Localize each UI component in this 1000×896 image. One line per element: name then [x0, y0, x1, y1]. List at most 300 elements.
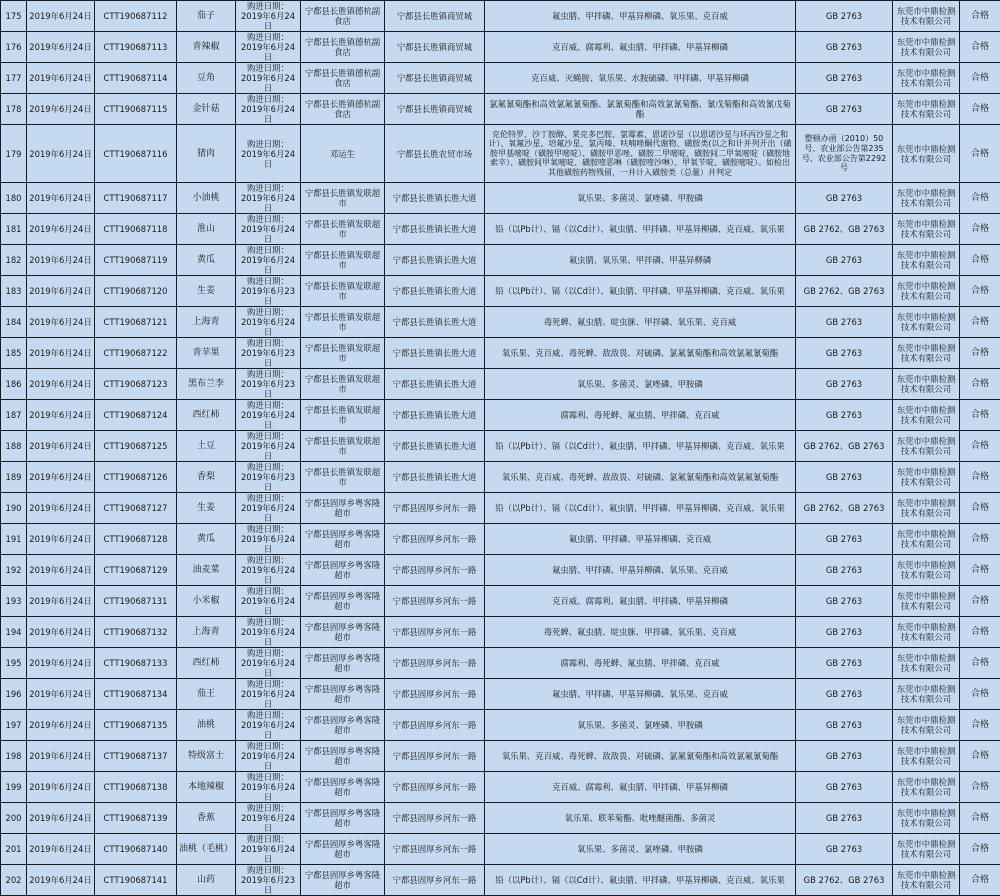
seller-name-cell: 宁都县固厚乡粤客隆超市 — [301, 741, 385, 772]
sample-name-cell: 香梨 — [177, 462, 236, 493]
sample-name-cell: 油桃 — [177, 710, 236, 741]
table-row — [1, 586, 1000, 617]
test-result-cell: 合格 — [960, 586, 1000, 617]
seller-address-cell: 宁都县长胜镇商贸城 — [385, 63, 485, 94]
test-items-cell: 氧乐果、多菌灵、氯唑磷、甲胺磷 — [485, 710, 796, 741]
judgment-standard-cell: GB 2763 — [796, 1, 893, 32]
test-result-cell: 合格 — [960, 276, 1000, 307]
table-row — [1, 865, 1000, 896]
testing-agency-cell: 东莞市中鼎检测技术有限公司 — [893, 245, 960, 276]
test-items-cell: 氟虫腈、甲拌磷、甲基异柳磷、氧乐果、克百威 — [485, 679, 796, 710]
row-number-cell: 201 — [1, 834, 27, 865]
test-result-cell: 合格 — [960, 679, 1000, 710]
seller-address-cell: 宁都县长胜镇长胜大道 — [385, 369, 485, 400]
sample-name-cell: 香蕉 — [177, 803, 236, 834]
row-number-cell: 185 — [1, 338, 27, 369]
seller-address-cell: 宁都县固厚乡河东一路 — [385, 679, 485, 710]
row-number-cell: 198 — [1, 741, 27, 772]
seller-name-cell: 宁都县长胜镇发联超市 — [301, 431, 385, 462]
purchase-date-cell: 购进日期：2019年6月24日 — [236, 617, 301, 648]
seller-address-cell: 宁都县长胜农贸市场 — [385, 125, 485, 183]
row-number-cell: 192 — [1, 555, 27, 586]
sampling-date-cell: 2019年6月24日 — [27, 462, 95, 493]
sample-name-cell: 黄瓜 — [177, 524, 236, 555]
row-number-cell: 200 — [1, 803, 27, 834]
table-row — [1, 741, 1000, 772]
sampling-date-cell: 2019年6月24日 — [27, 431, 95, 462]
seller-name-cell: 宁都县固厚乡粤客隆超市 — [301, 679, 385, 710]
purchase-date-cell: 购进日期：2019年6月24日 — [236, 555, 301, 586]
seller-address-cell: 宁都县固厚乡河东一路 — [385, 710, 485, 741]
test-items-cell: 铅（以Pb计）、镉（以Cd计）、氟虫腈、甲拌磷、甲基异柳磷、克百威、氧乐果 — [485, 865, 796, 896]
sampling-date-cell: 2019年6月24日 — [27, 493, 95, 524]
table-row — [1, 307, 1000, 338]
sample-name-cell: 山药 — [177, 865, 236, 896]
judgment-standard-cell: GB 2763 — [796, 555, 893, 586]
test-items-cell: 克百威、灭蝇胺、氧乐果、水胺硫磷、甲拌磷、甲基异柳磷 — [485, 63, 796, 94]
judgment-standard-cell: GB 2763 — [796, 462, 893, 493]
sample-code-cell: CTT190687131 — [95, 586, 177, 617]
seller-name-cell: 宁都县长胜镇发联超市 — [301, 462, 385, 493]
row-number-cell: 176 — [1, 32, 27, 63]
seller-address-cell: 宁都县长胜镇长胜大道 — [385, 338, 485, 369]
test-items-cell: 氯氟氰菊酯和高效氯氟氰菊酯、氯氰菊酯和高效氯氰菊酯、氰戊菊酯和高效氰戊菊酯 — [485, 94, 796, 125]
row-number-cell: 187 — [1, 400, 27, 431]
seller-address-cell: 宁都县固厚乡河东一路 — [385, 524, 485, 555]
test-items-cell: 腐霉利、毒死蜱、氟虫腈、甲拌磷、克百威 — [485, 648, 796, 679]
sample-code-cell: CTT190687132 — [95, 617, 177, 648]
test-result-cell: 合格 — [960, 32, 1000, 63]
judgment-standard-cell: GB 2763 — [796, 183, 893, 214]
row-number-cell: 193 — [1, 586, 27, 617]
seller-name-cell: 宁都县固厚乡粤客隆超市 — [301, 865, 385, 896]
seller-name-cell: 宁都县长胜镇发联超市 — [301, 183, 385, 214]
test-items-cell: 克伦特罗、沙丁胺醇、莱克多巴胺、氯霉素、恩诺沙星（以恩诺沙星与环丙沙星之和计）、氧氟沙星、培氟沙星、氯丙嗪、呋喃唑酮代谢物、磺胺类(以之和计并列开出（磺胺甲基嘧啶（磺胺甲嘧啶）、磺胺甲恶唑、磺胺二甲嘧啶、磺胺间二甲氧嘧啶（磺胺地索辛）、磺胺间甲氧嘧啶、磺胺喹恶啉（磺胺喹沙啉）、甲氧苄啶、磺胺嘧啶）。如检出其他磺胺药物残留，一并计入磺胺类（总量）并判定 — [485, 125, 796, 183]
table-row — [1, 369, 1000, 400]
seller-address-cell: 宁都县长胜镇长胜大道 — [385, 307, 485, 338]
judgment-standard-cell: GB 2763 — [796, 648, 893, 679]
sampling-date-cell: 2019年6月24日 — [27, 586, 95, 617]
testing-agency-cell: 东莞市中鼎检测技术有限公司 — [893, 462, 960, 493]
sampling-date-cell: 2019年6月24日 — [27, 772, 95, 803]
sampling-date-cell: 2019年6月24日 — [27, 1, 95, 32]
seller-address-cell: 宁都县固厚乡河东一路 — [385, 555, 485, 586]
table-row — [1, 214, 1000, 245]
sample-code-cell: CTT190687134 — [95, 679, 177, 710]
seller-address-cell: 宁都县长胜镇商贸城 — [385, 32, 485, 63]
testing-agency-cell: 东莞市中鼎检测技术有限公司 — [893, 63, 960, 94]
seller-address-cell: 宁都县固厚乡河东一路 — [385, 648, 485, 679]
row-number-cell: 182 — [1, 245, 27, 276]
sample-code-cell: CTT190687137 — [95, 741, 177, 772]
sampling-date-cell: 2019年6月24日 — [27, 369, 95, 400]
row-number-cell: 202 — [1, 865, 27, 896]
sample-code-cell: CTT190687120 — [95, 276, 177, 307]
test-items-cell: 氧乐果、多菌灵、氯唑磷、甲胺磷 — [485, 834, 796, 865]
seller-name-cell: 宁都县固厚乡粤客隆超市 — [301, 617, 385, 648]
purchase-date-cell: 购进日期：2019年6月24日 — [236, 648, 301, 679]
test-items-cell: 氟虫腈、甲拌磷、甲基异柳磷、克百威 — [485, 524, 796, 555]
test-items-cell: 克百威、腐霉利、氟虫腈、甲拌磷、甲基异柳磷 — [485, 586, 796, 617]
testing-agency-cell: 东莞市中鼎检测技术有限公司 — [893, 772, 960, 803]
table-row — [1, 679, 1000, 710]
purchase-date-cell: 购进日期：2019年6月24日 — [236, 803, 301, 834]
sampling-date-cell: 2019年6月24日 — [27, 710, 95, 741]
testing-agency-cell: 东莞市中鼎检测技术有限公司 — [893, 369, 960, 400]
judgment-standard-cell: GB 2763 — [796, 586, 893, 617]
table-row — [1, 94, 1000, 125]
testing-agency-cell: 东莞市中鼎检测技术有限公司 — [893, 710, 960, 741]
sample-name-cell: 上海青 — [177, 307, 236, 338]
seller-name-cell: 宁都县固厚乡粤客隆超市 — [301, 586, 385, 617]
sample-name-cell: 油麦菜 — [177, 555, 236, 586]
sample-name-cell: 茄子 — [177, 1, 236, 32]
testing-agency-cell: 东莞市中鼎检测技术有限公司 — [893, 555, 960, 586]
judgment-standard-cell: GB 2763 — [796, 400, 893, 431]
seller-name-cell: 宁都县长胜镇发联超市 — [301, 369, 385, 400]
table-body — [1, 1, 1000, 896]
judgment-standard-cell: GB 2763 — [796, 32, 893, 63]
test-result-cell: 合格 — [960, 1, 1000, 32]
seller-address-cell: 宁都县长胜镇长胜大道 — [385, 214, 485, 245]
purchase-date-cell: 购进日期：2019年6月23日 — [236, 369, 301, 400]
row-number-cell: 179 — [1, 125, 27, 183]
purchase-date-cell: 购进日期：2019年6月23日 — [236, 865, 301, 896]
test-items-cell: 铅（以Pb计）、镉（以Cd计）、氟虫腈、甲拌磷、甲基异柳磷、克百威、氧乐果 — [485, 431, 796, 462]
sample-name-cell: 豆角 — [177, 63, 236, 94]
testing-agency-cell: 东莞市中鼎检测技术有限公司 — [893, 586, 960, 617]
row-number-cell: 184 — [1, 307, 27, 338]
judgment-standard-cell: GB 2763 — [796, 307, 893, 338]
judgment-standard-cell: GB 2763 — [796, 617, 893, 648]
testing-agency-cell: 东莞市中鼎检测技术有限公司 — [893, 214, 960, 245]
sample-name-cell: 黑布兰李 — [177, 369, 236, 400]
sampling-date-cell: 2019年6月24日 — [27, 63, 95, 94]
purchase-date-cell: 购进日期：2019年6月24日 — [236, 524, 301, 555]
table-row — [1, 63, 1000, 94]
seller-name-cell: 宁都县固厚乡粤客隆超市 — [301, 710, 385, 741]
test-items-cell: 毒死蜱、氟虫腈、啶虫脒、甲拌磷、氧乐果、克百威 — [485, 617, 796, 648]
test-items-cell: 铅（以Pb计）、镉（以Cd计）、氟虫腈、甲拌磷、甲基异柳磷、克百威、氧乐果 — [485, 214, 796, 245]
test-result-cell: 合格 — [960, 462, 1000, 493]
seller-address-cell: 宁都县固厚乡河东一路 — [385, 834, 485, 865]
row-number-cell: 186 — [1, 369, 27, 400]
seller-name-cell: 宁都县长胜镇德杭副食店 — [301, 1, 385, 32]
purchase-date-cell: 购进日期：2019年6月24日 — [236, 586, 301, 617]
sample-code-cell: CTT190687113 — [95, 32, 177, 63]
test-items-cell: 氧乐果、克百威、毒死蜱、敌敌畏、对硫磷、氯氟氰菊酯和高效氯氟氰菊酯 — [485, 741, 796, 772]
test-result-cell: 合格 — [960, 617, 1000, 648]
sampling-date-cell: 2019年6月24日 — [27, 648, 95, 679]
sample-code-cell: CTT190687119 — [95, 245, 177, 276]
purchase-date-cell: 购进日期：2019年6月24日 — [236, 125, 301, 183]
test-result-cell: 合格 — [960, 214, 1000, 245]
judgment-standard-cell: GB 2763 — [796, 710, 893, 741]
purchase-date-cell: 购进日期：2019年6月24日 — [236, 772, 301, 803]
purchase-date-cell: 购进日期：2019年6月24日 — [236, 307, 301, 338]
testing-agency-cell: 东莞市中鼎检测技术有限公司 — [893, 679, 960, 710]
sample-name-cell: 土豆 — [177, 431, 236, 462]
sample-name-cell: 金针菇 — [177, 94, 236, 125]
testing-agency-cell: 东莞市中鼎检测技术有限公司 — [893, 94, 960, 125]
seller-name-cell: 邓运生 — [301, 125, 385, 183]
testing-agency-cell: 东莞市中鼎检测技术有限公司 — [893, 803, 960, 834]
test-result-cell: 合格 — [960, 183, 1000, 214]
table-row — [1, 125, 1000, 183]
seller-address-cell: 宁都县固厚乡河东一路 — [385, 865, 485, 896]
judgment-standard-cell: GB 2762、GB 2763 — [796, 431, 893, 462]
test-result-cell: 合格 — [960, 63, 1000, 94]
test-items-cell: 氟虫腈、甲拌磷、甲基异柳磷、氧乐果、克百威 — [485, 555, 796, 586]
judgment-standard-cell: GB 2763 — [796, 772, 893, 803]
purchase-date-cell: 购进日期：2019年6月23日 — [236, 276, 301, 307]
sampling-date-cell: 2019年6月24日 — [27, 679, 95, 710]
seller-address-cell: 宁都县长胜镇长胜大道 — [385, 245, 485, 276]
seller-name-cell: 宁都县固厚乡粤客隆超市 — [301, 772, 385, 803]
purchase-date-cell: 购进日期：2019年6月24日 — [236, 741, 301, 772]
sample-code-cell: CTT190687125 — [95, 431, 177, 462]
purchase-date-cell: 购进日期：2019年6月24日 — [236, 493, 301, 524]
seller-name-cell: 宁都县长胜镇发联超市 — [301, 214, 385, 245]
test-result-cell: 合格 — [960, 648, 1000, 679]
sampling-date-cell: 2019年6月24日 — [27, 183, 95, 214]
sample-code-cell: CTT190687128 — [95, 524, 177, 555]
sample-name-cell: 青苹果 — [177, 338, 236, 369]
purchase-date-cell: 购进日期：2019年6月24日 — [236, 834, 301, 865]
testing-agency-cell: 东莞市中鼎检测技术有限公司 — [893, 32, 960, 63]
row-number-cell: 188 — [1, 431, 27, 462]
seller-address-cell: 宁都县固厚乡河东一路 — [385, 803, 485, 834]
test-items-cell: 铅（以Pb计）、镉（以Cd计）、氟虫腈、甲拌磷、甲基异柳磷、克百威、氧乐果 — [485, 276, 796, 307]
row-number-cell: 183 — [1, 276, 27, 307]
test-items-cell: 氟虫腈、甲拌磷、甲基异柳磷、氧乐果、克百威 — [485, 1, 796, 32]
testing-agency-cell: 东莞市中鼎检测技术有限公司 — [893, 741, 960, 772]
table-row — [1, 431, 1000, 462]
sample-name-cell: 油桃（毛桃） — [177, 834, 236, 865]
sampling-date-cell: 2019年6月24日 — [27, 94, 95, 125]
purchase-date-cell: 购进日期：2019年6月24日 — [236, 679, 301, 710]
judgment-standard-cell: GB 2762、GB 2763 — [796, 276, 893, 307]
sample-code-cell: CTT190687123 — [95, 369, 177, 400]
testing-agency-cell: 东莞市中鼎检测技术有限公司 — [893, 648, 960, 679]
row-number-cell: 178 — [1, 94, 27, 125]
test-result-cell: 合格 — [960, 94, 1000, 125]
seller-address-cell: 宁都县固厚乡河东一路 — [385, 586, 485, 617]
seller-address-cell: 宁都县长胜镇长胜大道 — [385, 276, 485, 307]
sample-code-cell: CTT190687115 — [95, 94, 177, 125]
judgment-standard-cell: GB 2763 — [796, 741, 893, 772]
purchase-date-cell: 购进日期：2019年6月24日 — [236, 710, 301, 741]
row-number-cell: 196 — [1, 679, 27, 710]
sampling-date-cell: 2019年6月24日 — [27, 741, 95, 772]
sample-code-cell: CTT190687135 — [95, 710, 177, 741]
test-result-cell: 合格 — [960, 400, 1000, 431]
judgment-standard-cell: 整顿办函（2010）50号、农业部公告第235号、农业部公告第2292号 — [796, 125, 893, 183]
test-items-cell: 氧乐果、多菌灵、氯唑磷、甲胺磷 — [485, 183, 796, 214]
seller-address-cell: 宁都县固厚乡河东一路 — [385, 493, 485, 524]
judgment-standard-cell: GB 2763 — [796, 679, 893, 710]
sampling-date-cell: 2019年6月24日 — [27, 400, 95, 431]
testing-agency-cell: 东莞市中鼎检测技术有限公司 — [893, 307, 960, 338]
judgment-standard-cell: GB 2763 — [796, 338, 893, 369]
judgment-standard-cell: GB 2763 — [796, 803, 893, 834]
sample-code-cell: CTT190687116 — [95, 125, 177, 183]
sampling-date-cell: 2019年6月24日 — [27, 617, 95, 648]
judgment-standard-cell: GB 2763 — [796, 94, 893, 125]
table-row — [1, 462, 1000, 493]
judgment-standard-cell: GB 2763 — [796, 245, 893, 276]
sampling-date-cell: 2019年6月24日 — [27, 803, 95, 834]
judgment-standard-cell: GB 2763 — [796, 63, 893, 94]
sample-name-cell: 猪肉 — [177, 125, 236, 183]
table-row — [1, 338, 1000, 369]
test-items-cell: 腐霉利、毒死蜱、氟虫腈、甲拌磷、克百威 — [485, 400, 796, 431]
judgment-standard-cell: GB 2763 — [796, 524, 893, 555]
sampling-date-cell: 2019年6月24日 — [27, 834, 95, 865]
sampling-date-cell: 2019年6月24日 — [27, 276, 95, 307]
sample-name-cell: 小米椒 — [177, 586, 236, 617]
sample-name-cell: 青辣椒 — [177, 32, 236, 63]
sample-code-cell: CTT190687126 — [95, 462, 177, 493]
sample-code-cell: CTT190687118 — [95, 214, 177, 245]
sampling-date-cell: 2019年6月24日 — [27, 245, 95, 276]
seller-name-cell: 宁都县固厚乡粤客隆超市 — [301, 834, 385, 865]
sample-name-cell: 生姜 — [177, 493, 236, 524]
sample-code-cell: CTT190687127 — [95, 493, 177, 524]
test-items-cell: 克百威、腐霉利、氟虫腈、甲拌磷、甲基异柳磷 — [485, 772, 796, 803]
seller-address-cell: 宁都县长胜镇长胜大道 — [385, 462, 485, 493]
testing-agency-cell: 东莞市中鼎检测技术有限公司 — [893, 617, 960, 648]
sample-code-cell: CTT190687112 — [95, 1, 177, 32]
table-row — [1, 772, 1000, 803]
row-number-cell: 190 — [1, 493, 27, 524]
sampling-date-cell: 2019年6月24日 — [27, 555, 95, 586]
judgment-standard-cell: GB 2763 — [796, 834, 893, 865]
sampling-date-cell: 2019年6月24日 — [27, 214, 95, 245]
judgment-standard-cell: GB 2762、GB 2763 — [796, 493, 893, 524]
seller-address-cell: 宁都县长胜镇长胜大道 — [385, 431, 485, 462]
seller-name-cell: 宁都县长胜镇发联超市 — [301, 245, 385, 276]
test-result-cell: 合格 — [960, 338, 1000, 369]
seller-address-cell: 宁都县长胜镇商贸城 — [385, 94, 485, 125]
testing-agency-cell: 东莞市中鼎检测技术有限公司 — [893, 183, 960, 214]
test-result-cell: 合格 — [960, 369, 1000, 400]
sample-code-cell: CTT190687133 — [95, 648, 177, 679]
testing-agency-cell: 东莞市中鼎检测技术有限公司 — [893, 400, 960, 431]
test-result-cell: 合格 — [960, 710, 1000, 741]
test-result-cell: 合格 — [960, 125, 1000, 183]
test-items-cell: 氧乐果、克百威、毒死蜱、敌敌畏、对硫磷、氯氟氰菊酯和高效氯氟氰菊酯 — [485, 338, 796, 369]
purchase-date-cell: 购进日期：2019年6月24日 — [236, 431, 301, 462]
testing-agency-cell: 东莞市中鼎检测技术有限公司 — [893, 1, 960, 32]
judgment-standard-cell: GB 2763 — [796, 369, 893, 400]
testing-agency-cell: 东莞市中鼎检测技术有限公司 — [893, 834, 960, 865]
testing-agency-cell: 东莞市中鼎检测技术有限公司 — [893, 524, 960, 555]
sample-name-cell: 西红柿 — [177, 400, 236, 431]
seller-address-cell: 宁都县长胜镇商贸城 — [385, 1, 485, 32]
table-row — [1, 245, 1000, 276]
testing-agency-cell: 东莞市中鼎检测技术有限公司 — [893, 125, 960, 183]
test-result-cell: 合格 — [960, 772, 1000, 803]
table-row — [1, 617, 1000, 648]
purchase-date-cell: 购进日期：2019年6月24日 — [236, 400, 301, 431]
row-number-cell: 189 — [1, 462, 27, 493]
row-number-cell: 181 — [1, 214, 27, 245]
table-row — [1, 183, 1000, 214]
test-result-cell: 合格 — [960, 245, 1000, 276]
row-number-cell: 197 — [1, 710, 27, 741]
judgment-standard-cell: GB 2762、GB 2763 — [796, 214, 893, 245]
seller-name-cell: 宁都县长胜镇发联超市 — [301, 276, 385, 307]
test-result-cell: 合格 — [960, 555, 1000, 586]
table-row — [1, 834, 1000, 865]
row-number-cell: 195 — [1, 648, 27, 679]
seller-address-cell: 宁都县固厚乡河东一路 — [385, 772, 485, 803]
seller-name-cell: 宁都县固厚乡粤客隆超市 — [301, 803, 385, 834]
test-items-cell: 铅（以Pb计）、镉（以Cd计）、氟虫腈、甲拌磷、甲基异柳磷、克百威、氧乐果 — [485, 493, 796, 524]
seller-address-cell: 宁都县固厚乡河东一路 — [385, 741, 485, 772]
judgment-standard-cell: GB 2762、GB 2763 — [796, 865, 893, 896]
purchase-date-cell: 购进日期：2019年6月24日 — [236, 63, 301, 94]
seller-address-cell: 宁都县固厚乡河东一路 — [385, 617, 485, 648]
test-result-cell: 合格 — [960, 524, 1000, 555]
seller-address-cell: 宁都县长胜镇长胜大道 — [385, 183, 485, 214]
sample-code-cell: CTT190687121 — [95, 307, 177, 338]
purchase-date-cell: 购进日期：2019年6月23日 — [236, 338, 301, 369]
purchase-date-cell: 购进日期：2019年6月24日 — [236, 94, 301, 125]
sample-code-cell: CTT190687117 — [95, 183, 177, 214]
sampling-date-cell: 2019年6月24日 — [27, 524, 95, 555]
sample-code-cell: CTT190687122 — [95, 338, 177, 369]
seller-name-cell: 宁都县长胜镇发联超市 — [301, 400, 385, 431]
seller-name-cell: 宁都县长胜镇德杭副食店 — [301, 94, 385, 125]
testing-agency-cell: 东莞市中鼎检测技术有限公司 — [893, 865, 960, 896]
test-items-cell: 氧乐果、克百威、毒死蜱、敌敌畏、对硫磷、氯氟氰菊酯和高效氯氟氰菊酯 — [485, 462, 796, 493]
row-number-cell: 175 — [1, 1, 27, 32]
row-number-cell: 177 — [1, 63, 27, 94]
test-result-cell: 合格 — [960, 803, 1000, 834]
sample-code-cell: CTT190687129 — [95, 555, 177, 586]
table-row — [1, 1, 1000, 32]
sample-name-cell: 茄王 — [177, 679, 236, 710]
seller-name-cell: 宁都县长胜镇发联超市 — [301, 307, 385, 338]
purchase-date-cell: 购进日期：2019年6月24日 — [236, 183, 301, 214]
seller-name-cell: 宁都县固厚乡粤客隆超市 — [301, 524, 385, 555]
test-items-cell: 克百威、腐霉利、氟虫腈、甲拌磷、甲基异柳磷 — [485, 32, 796, 63]
test-result-cell: 合格 — [960, 834, 1000, 865]
table-row — [1, 493, 1000, 524]
testing-agency-cell: 东莞市中鼎检测技术有限公司 — [893, 493, 960, 524]
test-items-cell: 氟虫腈、氧乐果、甲拌磷、甲基异柳磷 — [485, 245, 796, 276]
sample-name-cell: 本地辣椒 — [177, 772, 236, 803]
sample-code-cell: CTT190687141 — [95, 865, 177, 896]
test-items-cell: 氧乐果、多菌灵、氯唑磷、甲胺磷 — [485, 369, 796, 400]
purchase-date-cell: 购进日期：2019年6月24日 — [236, 32, 301, 63]
table-row — [1, 276, 1000, 307]
table-row — [1, 524, 1000, 555]
sampling-date-cell: 2019年6月24日 — [27, 338, 95, 369]
seller-name-cell: 宁都县长胜镇发联超市 — [301, 338, 385, 369]
seller-name-cell: 宁都县固厚乡粤客隆超市 — [301, 648, 385, 679]
test-result-cell: 合格 — [960, 741, 1000, 772]
sample-name-cell: 小油桃 — [177, 183, 236, 214]
row-number-cell: 194 — [1, 617, 27, 648]
sample-code-cell: CTT190687140 — [95, 834, 177, 865]
test-items-cell: 氧乐果、联苯菊酯、吡唑醚菌酯、多菌灵 — [485, 803, 796, 834]
sample-name-cell: 上海青 — [177, 617, 236, 648]
table-row — [1, 32, 1000, 63]
sampling-date-cell: 2019年6月24日 — [27, 125, 95, 183]
